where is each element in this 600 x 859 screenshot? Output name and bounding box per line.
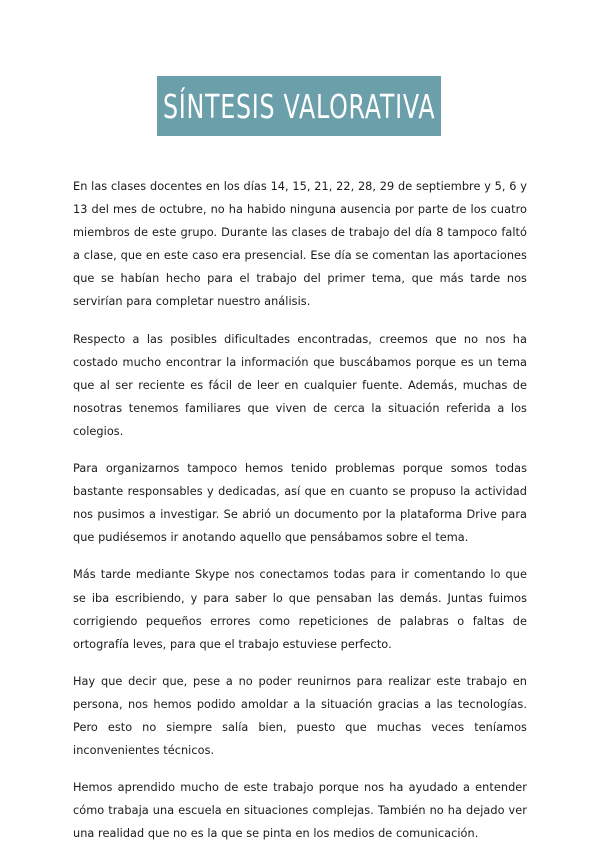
page-title: SÍNTESIS VALORATIVA <box>162 86 436 126</box>
document-body <box>73 175 527 859</box>
paragraph-attendance: En las clases docentes en los días 14, 15, 21, 22, 28, 29 de septiembre y 5, 6 y 13 del mes de octubre, no ha habido ninguna ausencia por parte de los cuatro miembros de este grupo. Durante las clases de trabajo del día 8 tampoco faltó a clase, que en este caso era presencial. Ese día se comentan las aportaciones que se habían hecho para el trabajo del primer tema, que más tarde nos servirían para completar nuestro análisis. <box>73 180 527 309</box>
paragraph-difficulties: Respecto a las posibles dificultades encontradas, creemos que no nos ha costado mucho encontrar la información que buscábamos porque es un tema que al ser reciente es fácil de leer en cualquier fuente. Además, muchas de nosotras tenemos familiares que viven de cerca la situación referida a los colegios. <box>73 332 527 438</box>
paragraph-technology: Hay que decir que, pese a no poder reunirnos para realizar este trabajo en persona, nos hemos podido amoldar a la situación gracias a las tecnologías. Pero esto no siempre salía bien, puesto que muchas veces teníamos inconvenientes técnicos. <box>73 674 527 758</box>
paragraph-learning: Hemos aprendido mucho de este trabajo porque nos ha ayudado a entender cómo trabaja una escuela en situaciones complejas. También no ha dejado ver una realidad que no es la que se pinta en los medios de comunicación. <box>73 781 527 841</box>
paragraph-organization: Para organizarnos tampoco hemos tenido problemas porque somos todas bastante responsables y dedicadas, así que en cuanto se propuso la actividad nos pusimos a investigar. Se abrió un documento por la plataforma Drive para que pudiésemos ir anotando aquello que pensábamos sobre el tema. <box>73 462 527 545</box>
paragraph-skype: Más tarde mediante Skype nos conectamos todas para ir comentando lo que se iba escribiendo, y para saber lo que pensaban las demás. Juntas fuimos corrigiendo pequeños errores como repeticiones de palabras o faltas de ortografía leves, para que el trabajo estuviese perfecto. <box>73 568 527 651</box>
title-banner <box>157 76 441 136</box>
